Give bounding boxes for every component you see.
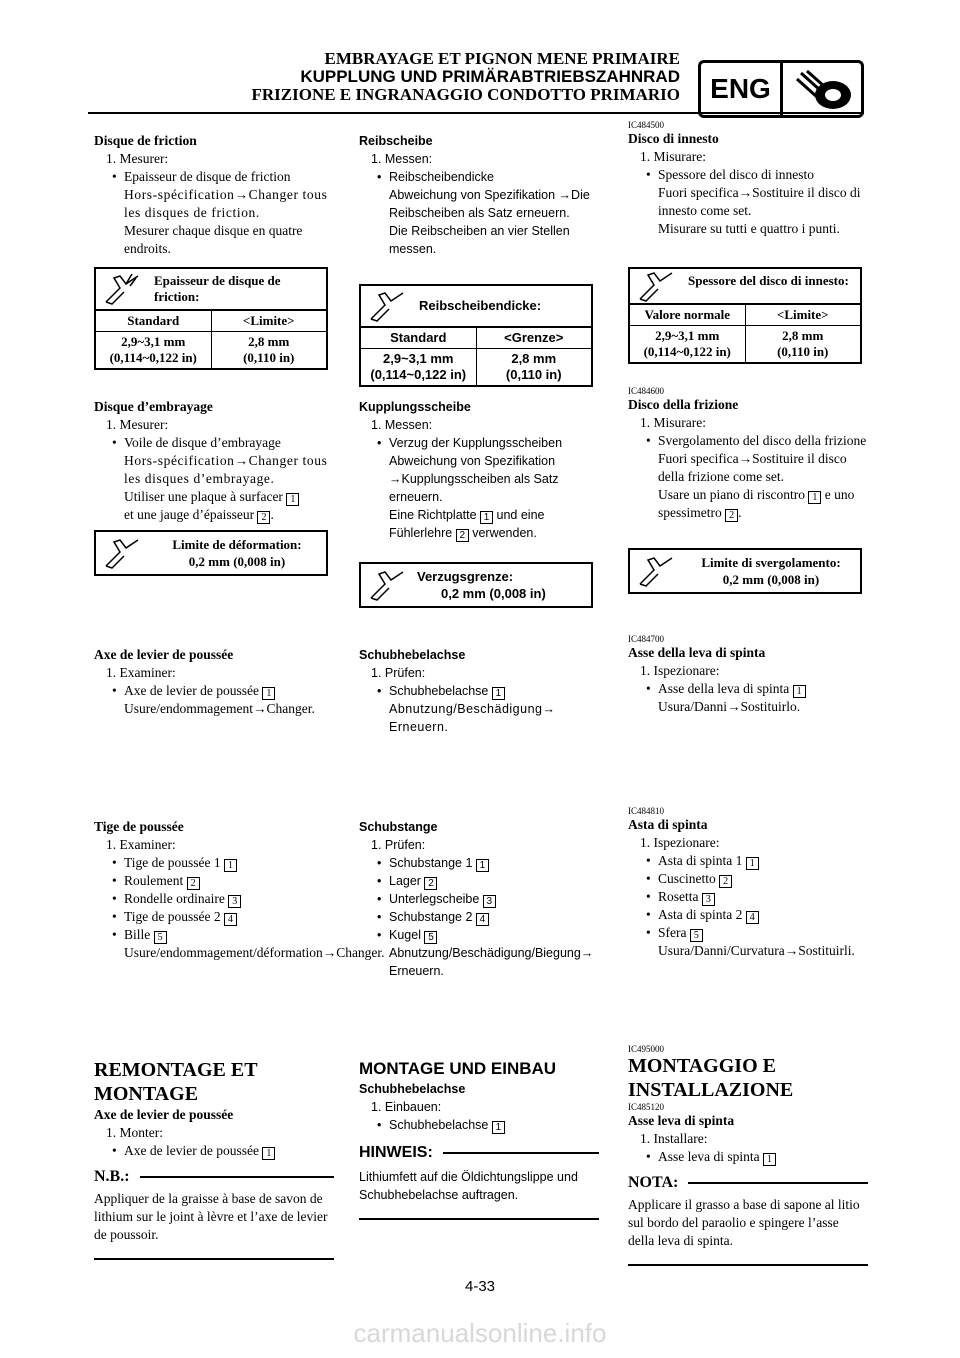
bullet: • Schubhebelachse 1 — [359, 1116, 599, 1134]
section-code: IC484600 — [628, 386, 664, 396]
step: 1. Monter: — [106, 1125, 163, 1140]
bullet-text: Misurare su tutti e quattro i punti. — [658, 221, 840, 236]
bullet: • Kugel 5 — [359, 926, 599, 944]
header-line-fr: EMBRAYAGE ET PIGNON MENE PRIMAIRE — [324, 49, 680, 68]
bullet: • Asta di spinta 1 1 — [628, 852, 868, 870]
spec-col-head: Valore normale — [630, 305, 746, 325]
section-clutch-plate — [94, 398, 334, 524]
wrench-icon — [630, 550, 682, 592]
page-header — [180, 50, 680, 104]
bullet-text: Abweichung von Spezifikation →Die Reibscheiben als Satz erneuern. — [389, 188, 590, 220]
header-line-it: FRIZIONE E INGRANAGGIO CONDOTTO PRIMARIO — [251, 85, 680, 104]
section-title: Disco di innesto — [628, 131, 719, 146]
limit-value: 0,2 mm (0,008 in) — [441, 586, 546, 601]
bullet: • Axe de levier de poussée 1 — [94, 682, 334, 700]
spec-table — [94, 267, 328, 370]
spec-table — [359, 284, 593, 387]
spec-value: 2,9~3,1 mm (0,114~0,122 in) — [361, 349, 477, 385]
section-title: Asse della leva di spinta — [628, 645, 766, 660]
bullet: • Asse della leva di spinta 1 — [628, 680, 868, 698]
step: 1. Examiner: — [106, 665, 176, 680]
bullet-text: Usure/endommagement→Changer. — [124, 701, 315, 716]
spec-label: Spessore del disco di innesto: — [688, 273, 849, 288]
section-friction-disc — [359, 132, 599, 258]
note-heading: HINWEIS: — [359, 1144, 599, 1162]
spec-col-head: Standard — [96, 311, 212, 331]
note-end-rule — [628, 1264, 868, 1266]
section-title: Axe de levier de poussée — [94, 1107, 234, 1122]
section-heading: MONTAGE UND EINBAU — [359, 1059, 557, 1078]
bullet: • Asta di spinta 2 4 — [628, 906, 868, 924]
section-push-lever-axle — [359, 646, 599, 736]
bullet: • Voile de disque d’embrayage — [94, 434, 334, 452]
bullet-text: Hors-spécification→Changer tous les disques d’embrayage. — [124, 453, 328, 486]
step: 1. Examiner: — [106, 837, 176, 852]
bullet: • Axe de levier de poussée 1 — [94, 1142, 334, 1160]
section-title: Schubhebelachse — [359, 648, 466, 662]
bullet-text: Eine Richtplatte 1 und eine Fühlerlehre 2 verwenden. — [389, 508, 545, 541]
wrench-icon — [361, 564, 413, 606]
note-text: Appliquer de la graisse à base de savon de lithium sur le joint à lèvre et l’axe de levier de poussoir. — [94, 1191, 328, 1242]
step: 1. Misurare: — [640, 415, 706, 430]
bullet-text: Usura/Danni/Curvatura→Sostituirli. — [658, 943, 855, 958]
spec-value: 2,9~3,1 mm (0,114~0,122 in) — [96, 332, 212, 368]
section-title: Disque d’embrayage — [94, 399, 213, 414]
bullet: • Tige de poussée 1 1 — [94, 854, 334, 872]
wrench-icon — [361, 286, 413, 326]
section-code: IC485120 — [628, 1102, 664, 1112]
bullet: • Sfera 5 — [628, 924, 868, 942]
section-title: Disque de friction — [94, 133, 197, 148]
section-push-lever-axle — [94, 646, 334, 718]
section-title: Schubhebelachse — [359, 1082, 466, 1096]
bullet: • Schubstange 1 1 — [359, 854, 599, 872]
step: 1. Misurare: — [640, 149, 706, 164]
note-end-rule — [94, 1258, 334, 1260]
bullet: • Reibscheibendicke — [359, 168, 599, 186]
section-title: Schubstange — [359, 820, 438, 834]
bullet-text: Hors-spécification→Changer tous les disques de friction. — [124, 187, 328, 220]
bullet-text: Die Reibscheiben an vier Stellen messen. — [389, 224, 570, 256]
wrench-icon — [630, 269, 682, 303]
bullet-text: Abweichung von Spezifikation →Kupplungsscheiben als Satz erneuern. — [389, 454, 559, 504]
section-tab — [698, 60, 864, 118]
note-text: Lithiumfett auf die Öldichtungslippe und Schubhebelachse auftragen. — [359, 1170, 578, 1202]
section-title: Reibscheibe — [359, 134, 433, 148]
spec-limit: 2,8 mm (0,110 in) — [243, 334, 295, 365]
section-push-rod — [628, 806, 868, 960]
bullet: • Unterlegscheibe 3 — [359, 890, 599, 908]
spec-limit: 2,8 mm (0,110 in) — [505, 351, 562, 382]
bullet-text: Usare un piano di riscontro 1 e uno spessimetro 2 . — [658, 487, 855, 521]
step: 1. Installare: — [640, 1131, 708, 1146]
bullet: • Verzug der Kupplungsscheiben — [359, 434, 599, 452]
section-clutch-plate — [628, 386, 868, 522]
bullet-text: Fuori specifica→Sostituire il disco della frizione come set. — [658, 451, 847, 484]
section-title: Axe de levier de poussée — [94, 647, 234, 662]
section-heading: INSTALLAZIONE — [628, 1079, 794, 1101]
spec-col-head: <Limite> — [242, 313, 295, 328]
section-assembly — [628, 1044, 868, 1266]
bullet: • Roulement 2 — [94, 872, 334, 890]
bullet-text: Usure/endommagement/déformation→Changer. — [124, 945, 385, 960]
bullet-text: Utiliser une plaque à surfacer 1 et une jauge d’épaisseur 2 . — [94, 488, 334, 524]
section-push-rod — [94, 818, 385, 962]
limit-value: 0,2 mm (0,008 in) — [722, 572, 820, 587]
step: 1. Messen: — [371, 152, 433, 166]
section-title: Disco della frizione — [628, 397, 739, 412]
note-heading: N.B.: — [94, 1168, 334, 1186]
section-code: IC495000 — [628, 1044, 664, 1054]
section-clutch-plate — [359, 398, 599, 542]
section-title: Kupplungsscheibe — [359, 400, 471, 414]
bullet: • Bille 5 — [94, 926, 334, 944]
spec-value: 2,9~3,1 mm (0,114~0,122 in) — [630, 326, 746, 362]
spec-col-head: <Grenze> — [504, 330, 564, 345]
spec-label: Reibscheibendicke: — [419, 298, 542, 313]
step: 1. Ispezionare: — [640, 835, 720, 850]
bullet: • Svergolamento del disco della frizione — [628, 432, 868, 450]
wrench-icon — [96, 532, 148, 574]
step: 1. Messen: — [371, 418, 433, 432]
note-heading: NOTA: — [628, 1174, 868, 1192]
section-push-rod — [359, 818, 599, 980]
note-text: Applicare il grasso a base di sapone al litio sul bordo del paraolio e spingere l’asse della leva di spinta. — [628, 1197, 860, 1248]
limit-label: Verzugsgrenze: — [417, 569, 514, 584]
step: 1. Mesurer: — [106, 417, 169, 432]
note-end-rule — [359, 1218, 599, 1220]
section-assembly — [94, 1058, 334, 1260]
bullet: • Rosetta 3 — [628, 888, 868, 906]
section-code: IC484500 — [628, 120, 664, 130]
header-line-de: KUPPLUNG UND PRIMÄRABTRIEBSZAHNRAD — [300, 67, 680, 86]
spec-col-head: Standard — [361, 328, 477, 348]
page-number: 4-33 — [464, 1278, 496, 1295]
section-tab-label: ENG — [701, 63, 783, 115]
section-push-lever-axle — [628, 634, 868, 716]
spec-col-head: <Limite> — [776, 307, 829, 322]
limit-box — [628, 548, 862, 594]
limit-label: Limite de déformation: — [172, 537, 302, 552]
bullet: • Rondelle ordinaire 3 — [94, 890, 334, 908]
limit-box — [94, 530, 328, 576]
bullet-text: Abnutzung/Beschädigung/Biegung→ Erneuern. — [389, 946, 594, 978]
section-title: Asta di spinta — [628, 817, 708, 832]
spec-limit: 2,8 mm (0,110 in) — [777, 328, 829, 359]
limit-box — [359, 562, 593, 608]
bullet-text: Mesurer chaque disque en quatre endroits. — [124, 223, 303, 256]
bullet-text: Fuori specifica→Sostituire il disco di innesto come set. — [658, 185, 861, 218]
section-title: Tige de poussée — [94, 819, 184, 834]
section-friction-disc — [94, 132, 334, 258]
bullet: • Asse leva di spinta 1 — [628, 1148, 868, 1166]
bullet: • Epaisseur de disque de friction — [94, 168, 334, 186]
bullet: • Cuscinetto 2 — [628, 870, 868, 888]
watermark: carmanualsonline.info — [353, 1318, 607, 1348]
section-code: IC484700 — [628, 634, 664, 644]
section-heading: MONTAGE — [94, 1083, 199, 1105]
step: 1. Einbauen: — [371, 1100, 442, 1114]
bullet: • Lager 2 — [359, 872, 599, 890]
bullet: • Tige de poussée 2 4 — [94, 908, 334, 926]
step: 1. Prüfen: — [371, 838, 426, 852]
step: 1. Prüfen: — [371, 666, 426, 680]
bullet-text: Abnutzung/Beschädigung→ Erneuern. — [389, 702, 556, 734]
step: 1. Ispezionare: — [640, 663, 720, 678]
section-heading: MONTAGGIO E — [628, 1055, 776, 1077]
section-assembly — [359, 1058, 599, 1220]
limit-value: 0,2 mm (0,008 in) — [188, 554, 286, 569]
spec-label: Epaisseur de disque de friction: — [154, 273, 281, 304]
spec-table — [628, 267, 862, 364]
section-heading: REMONTAGE ET — [94, 1059, 258, 1081]
bullet: • Schubstange 2 4 — [359, 908, 599, 926]
section-friction-disc — [628, 120, 868, 238]
section-title: Asse leva di spinta — [628, 1113, 735, 1128]
wrench-icon — [96, 269, 148, 309]
limit-label: Limite di svergolamento: — [701, 555, 841, 570]
section-code: IC484810 — [628, 806, 664, 816]
step: 1. Mesurer: — [106, 151, 169, 166]
bullet: • Schubhebelachse 1 — [359, 682, 599, 700]
bullet-text: Usura/Danni→Sostituirlo. — [658, 699, 801, 714]
bullet: • Spessore del disco di innesto — [628, 166, 868, 184]
engine-icon — [783, 63, 861, 115]
